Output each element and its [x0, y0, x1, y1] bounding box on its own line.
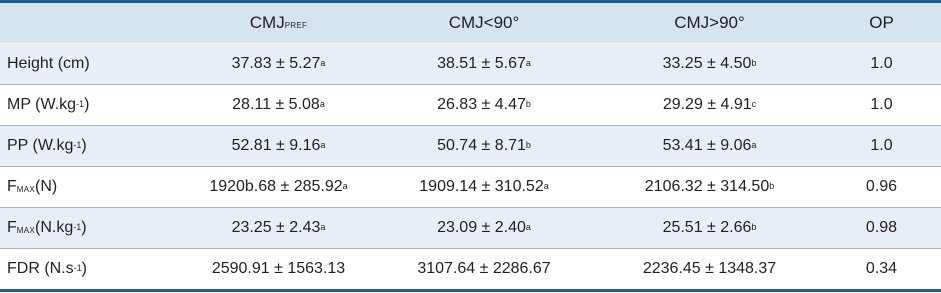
cell-value: 2106.32 ± 314.50 — [644, 178, 770, 195]
cell-cmj-less-90: 38.51 ± 5.67 $^a$ — [437, 55, 531, 72]
row-label-end: ) — [81, 260, 87, 277]
row-label: F $_{MAX}$ (N.kg $^{-1}$ ) — [7, 219, 87, 236]
row-label-text: MP (W.kg — [7, 96, 77, 113]
cell-op: 0.98 — [865, 219, 898, 236]
cell-cmj-less-90: 50.74 ± 8.71 $^b$ — [437, 137, 531, 154]
row-label-text: Height (cm) — [7, 55, 90, 72]
row-label-end: ) — [81, 137, 87, 154]
row-label: PP (W.kg $^{-1}$ ) — [7, 137, 87, 154]
cell-op: 1.0 — [870, 55, 893, 72]
cell-op: 1.0 — [870, 137, 893, 154]
cell-cmj-less-90: 1909.14 ± 310.52 $^a$ — [419, 178, 549, 195]
row-label: MP (W.kg $^{-1}$ ) — [7, 96, 90, 113]
cell-cmj-greater-90: 2106.32 ± 314.50 $^b$ — [644, 178, 775, 195]
header-op: OP — [869, 13, 894, 32]
table-row — [0, 126, 941, 166]
cell-cmj-greater-90: 29.29 ± 4.91 $^c$ — [662, 96, 757, 113]
cell-cmj-pref: 37.83 ± 5.27 $^a$ — [231, 55, 326, 72]
table-row — [0, 85, 941, 125]
cell-cmj-pref: 1920b.68 ± 285.92 $^a$ — [209, 178, 348, 195]
row-label: FDR (N.s $^{-1}$ ) — [7, 260, 87, 277]
cell-value: 37.83 ± 5.27 — [231, 55, 321, 72]
cell-cmj-pref: 28.11 ± 5.08 $^a$ — [232, 96, 325, 113]
cell-value: 33.25 ± 4.50 — [662, 55, 752, 72]
cell-cmj-greater-90: 33.25 ± 4.50 $^b$ — [662, 55, 757, 72]
cell-value: 23.09 ± 2.40 — [437, 219, 526, 236]
header-cmj-less-90: CMJ<90° — [448, 13, 520, 32]
header-cmj-pref: CMJ $_{PREF}$ — [249, 13, 308, 32]
header-cmj-pref-main: CMJ — [249, 13, 285, 32]
cell-cmj-pref: 2590.91 ± 1563.13 — [211, 260, 346, 277]
table-row — [0, 249, 941, 289]
cell-cmj-less-90: 23.09 ± 2.40 $^a$ — [437, 219, 531, 236]
row-label: F $_{MAX}$ (N) — [7, 178, 58, 195]
cell-value: 25.51 ± 2.66 — [662, 219, 752, 236]
cell-value: 53.41 ± 9.06 — [662, 137, 752, 154]
cell-value: 1920b.68 ± 285.92 — [209, 178, 343, 195]
table-row — [0, 208, 941, 248]
cell-cmj-greater-90: 53.41 ± 9.06 $^a$ — [662, 137, 757, 154]
row-label — [0, 55, 186, 73]
table-bottom-rule — [0, 289, 941, 292]
cell-cmj-pref: 23.25 ± 2.43 $^a$ — [231, 219, 326, 236]
cell-value: 50.74 ± 8.71 — [437, 137, 526, 154]
cell-value: 38.51 ± 5.67 — [437, 55, 526, 72]
row-label-text: FDR (N.s — [7, 260, 74, 277]
header-cmj-greater-90: CMJ>90° — [674, 13, 745, 32]
cell-op: 1.0 — [870, 96, 893, 113]
cell-op: 0.34 — [865, 260, 898, 277]
cell-value: 52.81 ± 9.16 — [231, 137, 321, 154]
row-label-end: ) — [81, 219, 87, 236]
cell-value: 23.25 ± 2.43 — [231, 219, 321, 236]
row-label-end: ) — [84, 96, 90, 113]
row-label-text: F — [7, 219, 17, 236]
cell-cmj-less-90: 3107.64 ± 2286.67 — [417, 260, 551, 277]
cell-value: 28.11 ± 5.08 — [232, 96, 320, 113]
cell-value: 1909.14 ± 310.52 — [419, 178, 544, 195]
table-header-row — [0, 3, 941, 43]
row-label-end: (N) — [35, 178, 58, 195]
cell-cmj-less-90: 26.83 ± 4.47 $^b$ — [437, 96, 531, 113]
cell-value: 26.83 ± 4.47 — [437, 96, 526, 113]
row-label-mid: (N.kg — [35, 219, 74, 236]
cell-cmj-greater-90: 2236.45 ± 1348.37 — [642, 260, 777, 277]
cell-cmj-greater-90: 25.51 ± 2.66 $^b$ — [662, 219, 757, 236]
cell-value: 29.29 ± 4.91 — [662, 96, 752, 113]
row-label-text: PP (W.kg — [7, 137, 74, 154]
cell-op: 0.96 — [865, 178, 898, 195]
row-label-text: F — [7, 178, 17, 195]
table-row — [0, 44, 941, 84]
table-row — [0, 167, 941, 207]
cell-cmj-pref: 52.81 ± 9.16 $^a$ — [231, 137, 326, 154]
